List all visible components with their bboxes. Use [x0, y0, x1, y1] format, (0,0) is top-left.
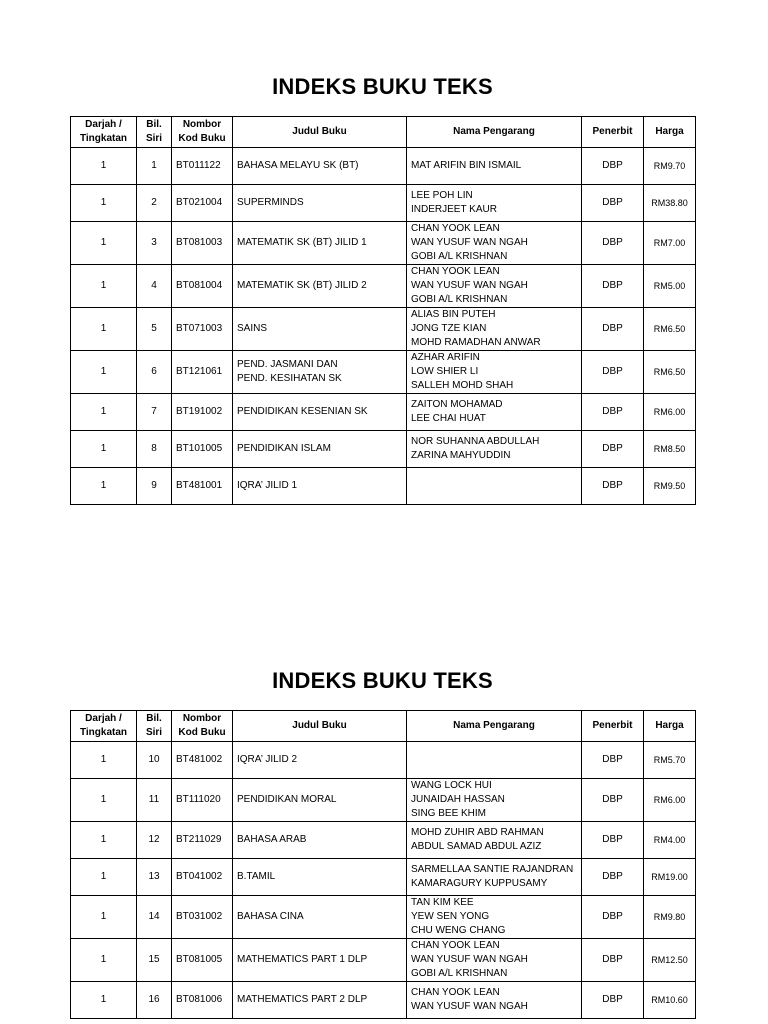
cell-bil: 3	[137, 222, 172, 265]
cell-pengarang	[407, 265, 582, 308]
cell-pengarang-line: CHAN YOOK LEAN	[411, 940, 500, 951]
cell-kod: BT481001	[172, 468, 233, 505]
cell-bil: 13	[137, 859, 172, 896]
cell-judul-line: MATEMATIK SK (BT) JILID 2	[237, 280, 367, 291]
cell-kod: BT481002	[172, 742, 233, 779]
cell-darjah: 1	[71, 185, 137, 222]
table-row	[71, 394, 696, 431]
table-row	[71, 222, 696, 265]
table-row	[71, 742, 696, 779]
cell-penerbit: DBP	[582, 431, 644, 468]
cell-harga: RM9.70	[644, 148, 696, 185]
cell-pengarang-line: ZARINA MAHYUDDIN	[411, 450, 511, 461]
cell-judul	[233, 822, 407, 859]
cell-pengarang-line: LOW SHIER LI	[411, 366, 479, 377]
header-harga: Harga	[644, 711, 696, 742]
cell-bil: 10	[137, 742, 172, 779]
cell-penerbit: DBP	[582, 742, 644, 779]
cell-bil: 2	[137, 185, 172, 222]
cell-judul-line: IQRA’ JILID 1	[237, 480, 298, 491]
cell-harga: RM6.00	[644, 779, 696, 822]
cell-harga: RM5.70	[644, 742, 696, 779]
header-nama: Nama Pengarang	[407, 117, 582, 148]
cell-pengarang-line: JONG TZE KIAN	[411, 323, 487, 334]
cell-harga: RM4.00	[644, 822, 696, 859]
cell-pengarang	[407, 351, 582, 394]
cell-pengarang-line: INDERJEET KAUR	[411, 204, 497, 215]
table-header-row	[71, 711, 696, 742]
table-row	[71, 148, 696, 185]
index-section-1	[70, 72, 695, 505]
cell-kod: BT111020	[172, 779, 233, 822]
table-row	[71, 351, 696, 394]
cell-penerbit: DBP	[582, 939, 644, 982]
cell-pengarang	[407, 896, 582, 939]
cell-bil: 8	[137, 431, 172, 468]
cell-pengarang	[407, 308, 582, 351]
cell-judul-line: PEND. JASMANI DAN	[237, 359, 338, 370]
cell-pengarang	[407, 742, 582, 779]
cell-bil: 9	[137, 468, 172, 505]
cell-pengarang-line: TAN KIM KEE	[411, 897, 474, 908]
cell-pengarang-line: ZAITON MOHAMAD	[411, 399, 503, 410]
cell-judul	[233, 939, 407, 982]
cell-pengarang-line: WAN YUSUF WAN NGAH	[411, 237, 528, 248]
cell-bil: 15	[137, 939, 172, 982]
table-row	[71, 265, 696, 308]
cell-pengarang-line: NOR SUHANNA ABDULLAH	[411, 436, 540, 447]
table-row	[71, 822, 696, 859]
header-nama: Nama Pengarang	[407, 711, 582, 742]
cell-bil: 12	[137, 822, 172, 859]
cell-bil: 11	[137, 779, 172, 822]
cell-penerbit: DBP	[582, 859, 644, 896]
cell-pengarang-line: CHAN YOOK LEAN	[411, 987, 500, 998]
cell-judul	[233, 394, 407, 431]
cell-pengarang-line: LEE CHAI HUAT	[411, 413, 486, 424]
cell-darjah: 1	[71, 431, 137, 468]
cell-harga: RM9.80	[644, 896, 696, 939]
header-harga: Harga	[644, 117, 696, 148]
cell-pengarang	[407, 822, 582, 859]
cell-penerbit: DBP	[582, 779, 644, 822]
cell-darjah: 1	[71, 148, 137, 185]
page-title: INDEKS BUKU TEKS	[272, 74, 493, 99]
cell-judul	[233, 265, 407, 308]
cell-penerbit: DBP	[582, 185, 644, 222]
cell-pengarang	[407, 148, 582, 185]
cell-pengarang-line: CHAN YOOK LEAN	[411, 223, 500, 234]
cell-pengarang	[407, 468, 582, 505]
cell-bil: 16	[137, 982, 172, 1019]
cell-harga: RM10.60	[644, 982, 696, 1019]
cell-pengarang-line: SALLEH MOHD SHAH	[411, 380, 514, 391]
table-row	[71, 468, 696, 505]
cell-bil: 4	[137, 265, 172, 308]
header-darjah: Darjah / Tingkatan	[71, 117, 137, 148]
cell-kod: BT011122	[172, 148, 233, 185]
cell-kod: BT191002	[172, 394, 233, 431]
cell-pengarang	[407, 222, 582, 265]
cell-pengarang-line: WAN YUSUF WAN NGAH	[411, 280, 528, 291]
cell-kod: BT121061	[172, 351, 233, 394]
cell-darjah: 1	[71, 351, 137, 394]
cell-penerbit: DBP	[582, 265, 644, 308]
cell-judul-line: IQRA’ JILID 2	[237, 754, 298, 765]
cell-pengarang-line: SARMELLAA SANTIE RAJANDRAN	[411, 864, 574, 875]
cell-judul	[233, 742, 407, 779]
cell-judul	[233, 308, 407, 351]
cell-darjah: 1	[71, 982, 137, 1019]
index-section-2	[70, 666, 695, 1019]
cell-darjah: 1	[71, 265, 137, 308]
cell-judul-line: PEND. KESIHATAN SK	[237, 373, 342, 384]
cell-kod: BT021004	[172, 185, 233, 222]
cell-judul	[233, 351, 407, 394]
cell-kod: BT101005	[172, 431, 233, 468]
cell-judul	[233, 859, 407, 896]
cell-penerbit: DBP	[582, 468, 644, 505]
cell-judul-line: BAHASA CINA	[237, 911, 304, 922]
cell-pengarang-line: GOBI A/L KRISHNAN	[411, 251, 508, 262]
cell-judul	[233, 982, 407, 1019]
cell-pengarang-line: WAN YUSUF WAN NGAH	[411, 954, 528, 965]
header-penerbit: Penerbit	[582, 117, 644, 148]
cell-harga: RM5.00	[644, 265, 696, 308]
cell-pengarang	[407, 982, 582, 1019]
cell-judul-line: BAHASA MELAYU SK (BT)	[237, 160, 359, 171]
cell-darjah: 1	[71, 308, 137, 351]
page-title: INDEKS BUKU TEKS	[272, 668, 493, 693]
cell-judul-line: PENDIDIKAN MORAL	[237, 794, 337, 805]
header-bil: Bil. Siri	[137, 711, 172, 742]
cell-penerbit: DBP	[582, 822, 644, 859]
cell-penerbit: DBP	[582, 148, 644, 185]
cell-pengarang	[407, 859, 582, 896]
cell-darjah: 1	[71, 822, 137, 859]
cell-pengarang-line: ALIAS BIN PUTEH	[411, 309, 496, 320]
header-penerbit: Penerbit	[582, 711, 644, 742]
cell-darjah: 1	[71, 896, 137, 939]
header-darjah: Darjah / Tingkatan	[71, 711, 137, 742]
cell-pengarang-line: KAMARAGURY KUPPUSAMY	[411, 878, 548, 889]
cell-bil: 1	[137, 148, 172, 185]
cell-judul-line: MATEMATIK SK (BT) JILID 1	[237, 237, 367, 248]
cell-pengarang-line: LEE POH LIN	[411, 190, 473, 201]
cell-judul-line: PENDIDIKAN KESENIAN SK	[237, 406, 368, 417]
header-kod: Nombor Kod Buku	[172, 117, 233, 148]
cell-pengarang-line: MOHD ZUHIR ABD RAHMAN	[411, 827, 544, 838]
cell-pengarang	[407, 394, 582, 431]
cell-judul-line: B.TAMIL	[237, 871, 276, 882]
cell-harga: RM19.00	[644, 859, 696, 896]
cell-judul	[233, 431, 407, 468]
cell-judul-line: SUPERMINDS	[237, 197, 304, 208]
table-row	[71, 982, 696, 1019]
header-bil: Bil. Siri	[137, 117, 172, 148]
cell-pengarang-line: MOHD RAMADHAN ANWAR	[411, 337, 541, 348]
cell-pengarang-line: YEW SEN YONG	[411, 911, 490, 922]
cell-darjah: 1	[71, 859, 137, 896]
table-row	[71, 185, 696, 222]
cell-pengarang	[407, 431, 582, 468]
table-row	[71, 939, 696, 982]
cell-harga: RM6.00	[644, 394, 696, 431]
header-kod: Nombor Kod Buku	[172, 711, 233, 742]
table-row	[71, 896, 696, 939]
cell-pengarang	[407, 939, 582, 982]
cell-penerbit: DBP	[582, 308, 644, 351]
cell-bil: 7	[137, 394, 172, 431]
cell-judul-line: BAHASA ARAB	[237, 834, 307, 845]
cell-kod: BT081006	[172, 982, 233, 1019]
header-judul: Judul Buku	[233, 711, 407, 742]
cell-bil: 5	[137, 308, 172, 351]
cell-judul	[233, 185, 407, 222]
cell-kod: BT211029	[172, 822, 233, 859]
header-judul: Judul Buku	[233, 117, 407, 148]
cell-harga: RM6.50	[644, 351, 696, 394]
cell-judul-line: PENDIDIKAN ISLAM	[237, 443, 331, 454]
cell-judul	[233, 896, 407, 939]
cell-kod: BT031002	[172, 896, 233, 939]
cell-pengarang-line: GOBI A/L KRISHNAN	[411, 294, 508, 305]
cell-darjah: 1	[71, 222, 137, 265]
cell-darjah: 1	[71, 939, 137, 982]
cell-darjah: 1	[71, 468, 137, 505]
cell-penerbit: DBP	[582, 351, 644, 394]
cell-pengarang-line: JUNAIDAH HASSAN	[411, 794, 505, 805]
cell-penerbit: DBP	[582, 394, 644, 431]
cell-darjah: 1	[71, 779, 137, 822]
cell-judul-line: MATHEMATICS PART 1 DLP	[237, 954, 368, 965]
cell-darjah: 1	[71, 394, 137, 431]
cell-pengarang-line: MAT ARIFIN BIN ISMAIL	[411, 160, 522, 171]
cell-bil: 14	[137, 896, 172, 939]
cell-pengarang	[407, 779, 582, 822]
cell-pengarang	[407, 185, 582, 222]
cell-kod: BT081005	[172, 939, 233, 982]
cell-kod: BT071003	[172, 308, 233, 351]
table-row	[71, 779, 696, 822]
table-row	[71, 431, 696, 468]
cell-penerbit: DBP	[582, 896, 644, 939]
cell-penerbit: DBP	[582, 982, 644, 1019]
cell-harga: RM12.50	[644, 939, 696, 982]
cell-judul	[233, 148, 407, 185]
cell-judul	[233, 468, 407, 505]
table-row	[71, 308, 696, 351]
cell-judul	[233, 222, 407, 265]
cell-pengarang-line: CHAN YOOK LEAN	[411, 266, 500, 277]
cell-judul-line: MATHEMATICS PART 2 DLP	[237, 994, 368, 1005]
cell-judul-line: SAINS	[237, 323, 268, 334]
textbook-table-2	[70, 710, 696, 1019]
table-row	[71, 859, 696, 896]
cell-harga: RM8.50	[644, 431, 696, 468]
cell-pengarang-line: AZHAR ARIFIN	[411, 352, 480, 363]
cell-pengarang-line: SING BEE KHIM	[411, 808, 487, 819]
cell-pengarang-line: WAN YUSUF WAN NGAH	[411, 1001, 528, 1012]
cell-pengarang-line: GOBI A/L KRISHNAN	[411, 968, 508, 979]
cell-harga: RM38.80	[644, 185, 696, 222]
cell-pengarang-line: WANG LOCK HUI	[411, 780, 492, 791]
cell-harga: RM9.50	[644, 468, 696, 505]
cell-harga: RM7.00	[644, 222, 696, 265]
cell-pengarang-line: ABDUL SAMAD ABDUL AZIZ	[411, 841, 542, 852]
table-header-row	[71, 117, 696, 148]
textbook-table-1	[70, 116, 696, 505]
cell-judul	[233, 779, 407, 822]
cell-harga: RM6.50	[644, 308, 696, 351]
cell-bil: 6	[137, 351, 172, 394]
cell-penerbit: DBP	[582, 222, 644, 265]
cell-pengarang-line: CHU WENG CHANG	[411, 925, 506, 936]
cell-kod: BT041002	[172, 859, 233, 896]
cell-kod: BT081003	[172, 222, 233, 265]
cell-kod: BT081004	[172, 265, 233, 308]
cell-darjah: 1	[71, 742, 137, 779]
